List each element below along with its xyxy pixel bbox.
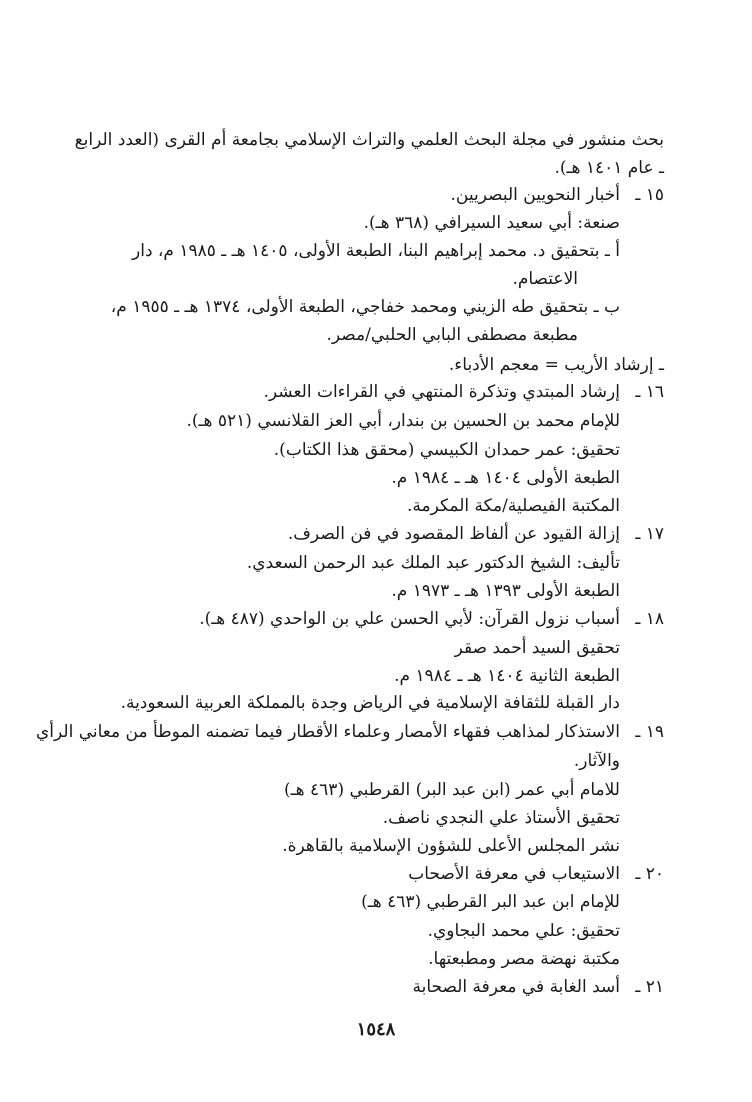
text-line: للإمام ابن عبد البر القرطبي (٤٦٣ هـ) xyxy=(361,892,620,912)
entry-number: ٢٠ ـ xyxy=(635,864,664,884)
text-line: بحث منشور في مجلة البحث العلمي والتراث الإسلامي بجامعة أم القرى (العدد الرابع xyxy=(74,130,664,150)
entry-title: الاستذكار لمذاهب فقهاء الأمصار وعلماء الأقطار فيما تضمنه الموطأ من معاني الرأي xyxy=(36,722,620,742)
text-line: تحقيق: علي محمد البجاوي. xyxy=(427,921,620,941)
entry-number: ١٨ ـ xyxy=(635,609,664,629)
entry-title: إزالة القيود عن ألفاظ المقصود في فن الصرف. xyxy=(287,524,620,544)
entry-number: ١٦ ـ xyxy=(635,382,664,402)
entry-title: إرشاد المبتدي وتذكرة المنتهي في القراءات العشر. xyxy=(263,382,620,402)
entry-number: ١٧ ـ xyxy=(635,524,664,544)
text-line: الاعتصام. xyxy=(512,269,578,289)
text-line: ب ـ بتحقيق طه الزيني ومحمد خفاجي، الطبعة الأولى، ١٣٧٤ هـ ـ ١٩٥٥ م، xyxy=(110,297,620,317)
text-line: تحقيق: عمر حمدان الكبيسي (محقق هذا الكتاب). xyxy=(273,440,620,460)
entry-title: أسباب نزول القرآن: لأبي الحسن علي بن الواحدي (٤٨٧ هـ). xyxy=(199,609,620,629)
text-line: للامام أبي عمر (ابن عبد البر) القرطبي (٤٦٣ هـ) xyxy=(284,780,620,800)
page-number: ١٥٤٨ xyxy=(356,1019,396,1040)
text-line: ـ عام ١٤٠١ هـ). xyxy=(554,158,664,178)
text-line: دار القبلة للثقافة الإسلامية في الرياض وجدة بالمملكة العربية السعودية. xyxy=(120,693,620,713)
entry-title: الاستيعاب في معرفة الأصحاب xyxy=(408,864,620,884)
text-line: للإمام محمد بن الحسين بن بندار، أبي العز القلانسي (٥٢١ هـ). xyxy=(186,411,620,431)
entry-number: ١٥ ـ xyxy=(635,185,664,205)
text-line: نشر المجلس الأعلى للشؤون الإسلامية بالقاهرة. xyxy=(282,836,620,856)
text-line: والآثار. xyxy=(573,751,620,771)
text-line: تأليف: الشيخ الدكتور عبد الملك عبد الرحمن السعدي. xyxy=(246,553,620,573)
text-line: المكتبة الفيصلية/مكة المكرمة. xyxy=(406,496,620,516)
text-line: صنعة: أبي سعيد السيرافي (٣٦٨ هـ). xyxy=(363,213,620,233)
text-line: الطبعة الأولى ١٣٩٣ هـ ـ ١٩٧٣ م. xyxy=(391,581,620,601)
text-line: تحقيق الأستاذ علي النجدي ناصف. xyxy=(382,808,620,828)
text-line: مكتبة نهضة مصر ومطبعتها. xyxy=(428,949,620,969)
entry-number: ١٩ ـ xyxy=(635,722,664,742)
text-line: مطبعة مصطفى البابي الحلبي/مصر. xyxy=(326,325,578,345)
text-line: الطبعة الثانية ١٤٠٤ هـ ـ ١٩٨٤ م. xyxy=(394,666,620,686)
entry-title: أخبار النحويين البصريين. xyxy=(450,185,620,205)
entry-number: ٢١ ـ xyxy=(635,977,664,997)
cross-reference: ـ إرشاد الأريب = معجم الأدباء. xyxy=(448,355,664,375)
text-line: الطبعة الأولى ١٤٠٤ هـ ـ ١٩٨٤ م. xyxy=(391,468,620,488)
text-line: أ ـ بتحقيق د. محمد إبراهيم البنا، الطبعة الأولى، ١٤٠٥ هـ ـ ١٩٨٥ م، دار xyxy=(132,241,620,261)
entry-title: أسد الغابة في معرفة الصحابة xyxy=(412,977,620,997)
text-line: تحقيق السيد أحمد صقر xyxy=(454,638,620,658)
